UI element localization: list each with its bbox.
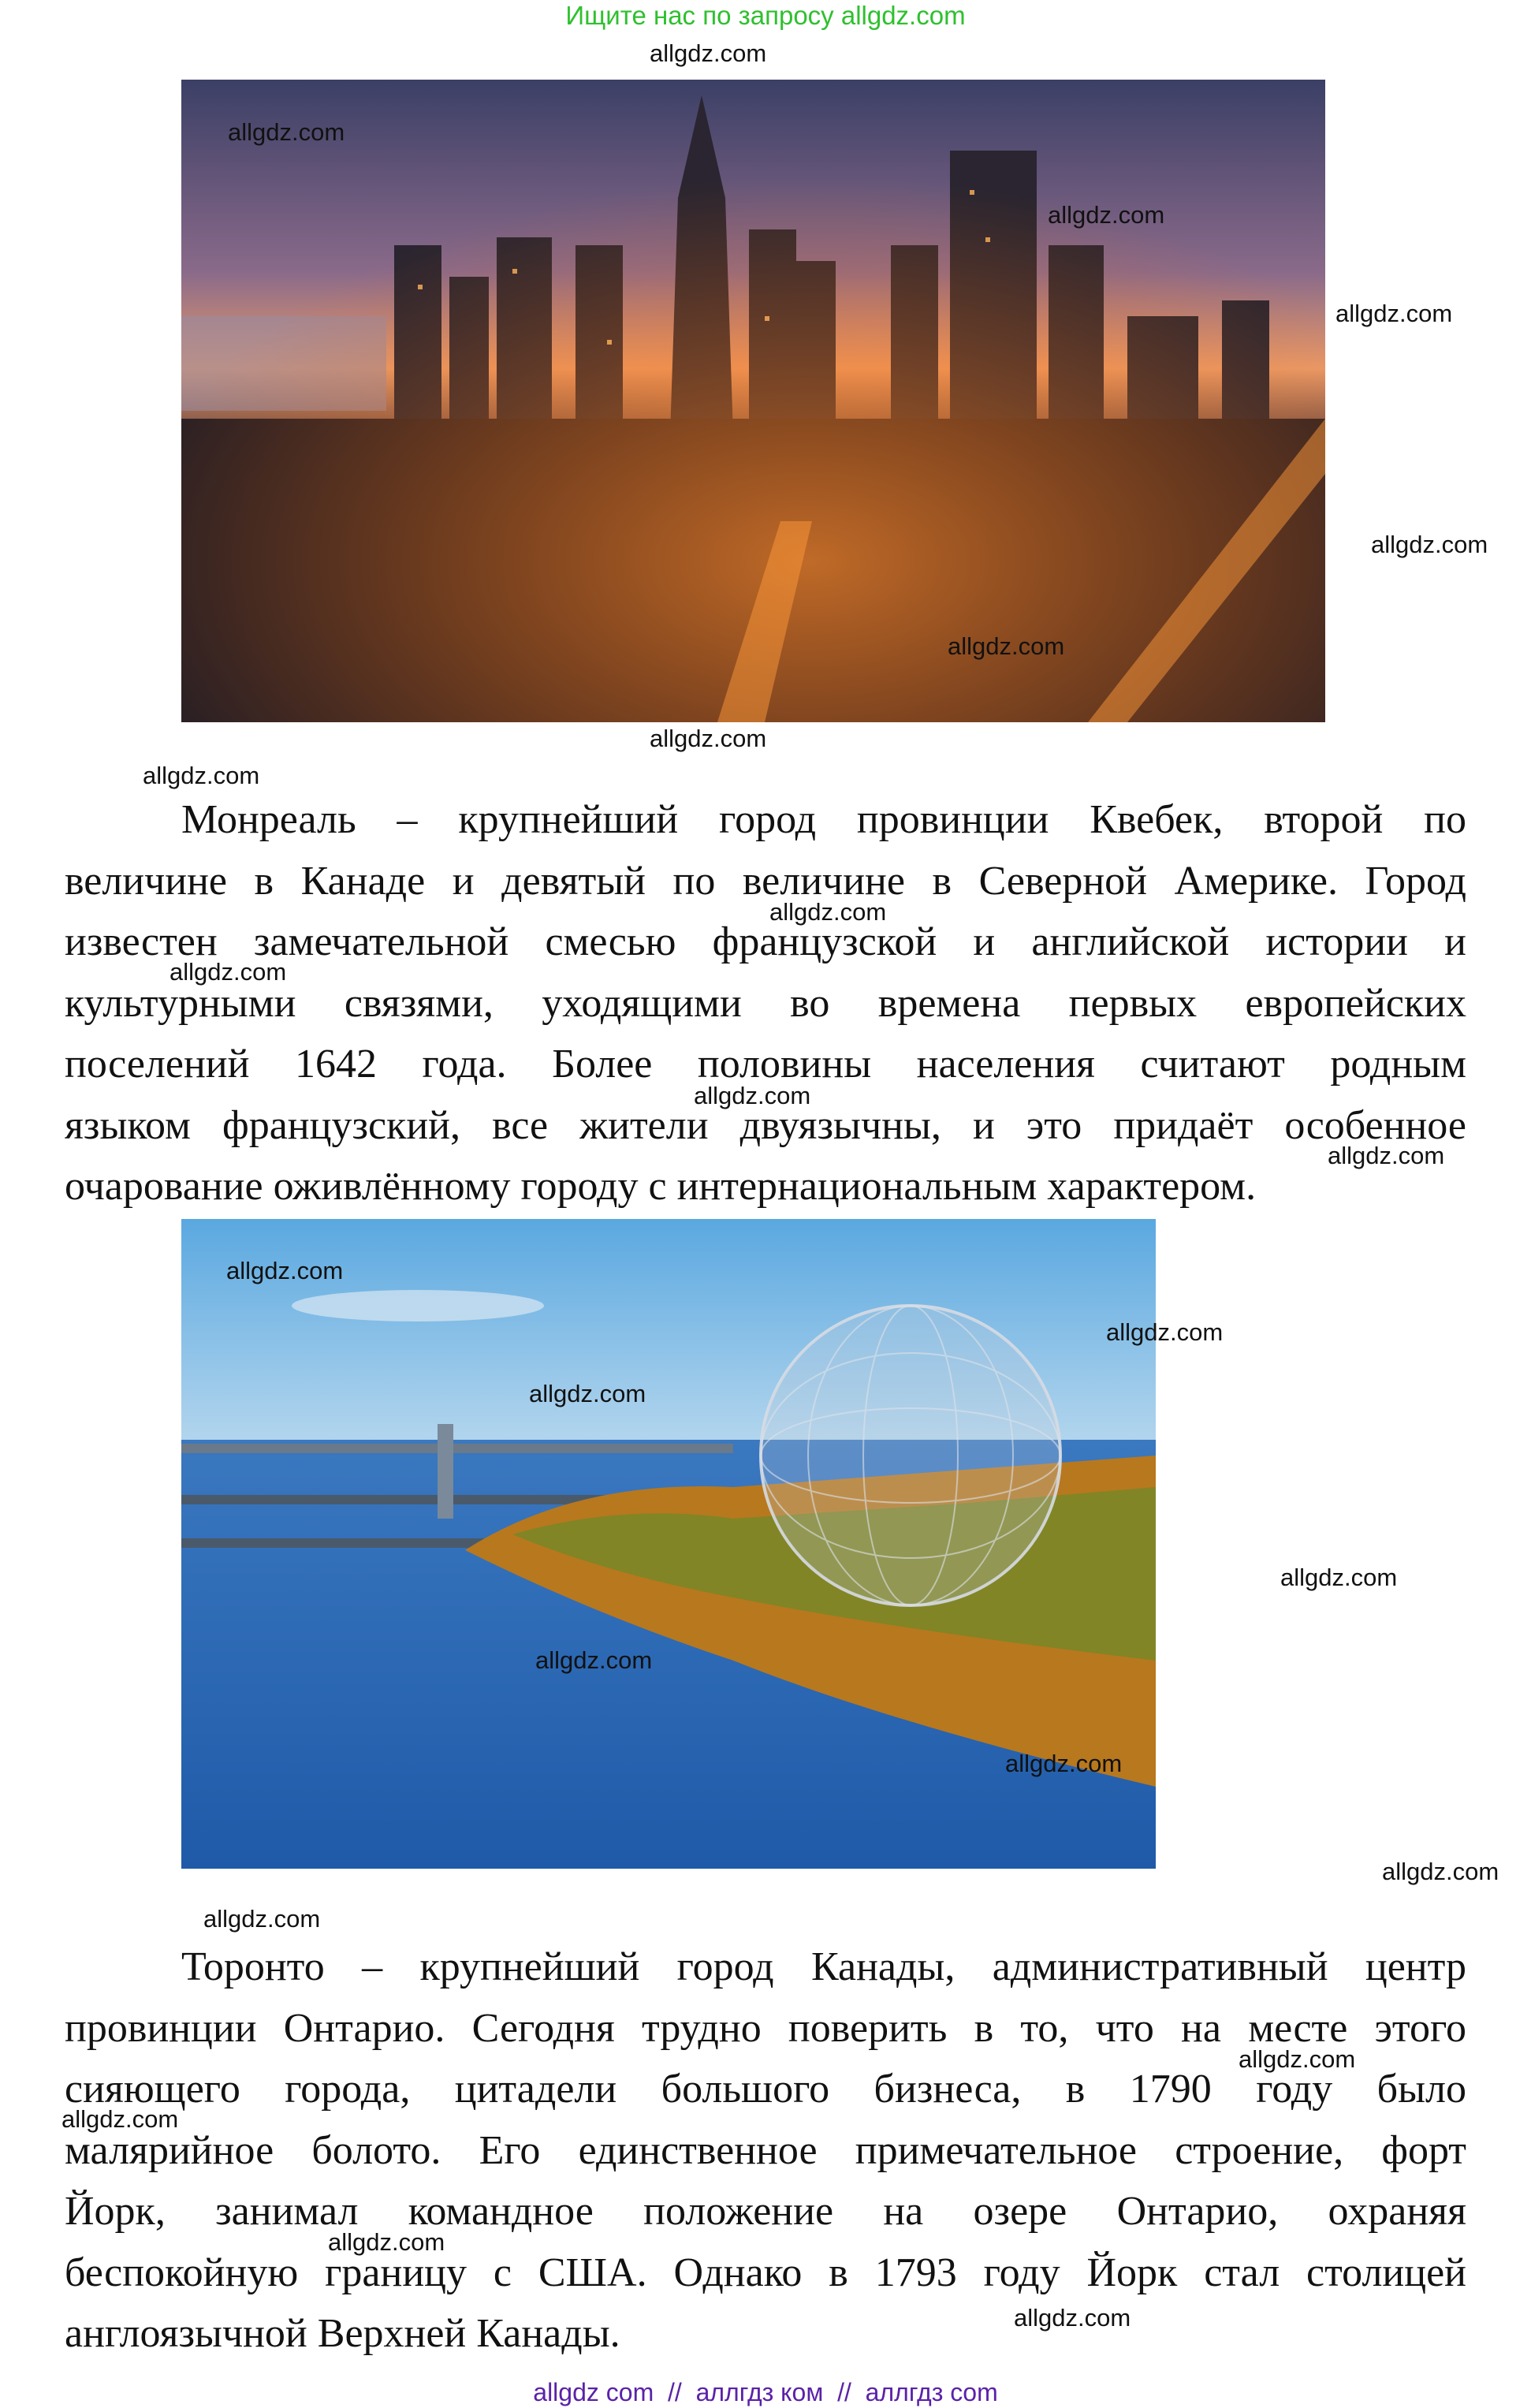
watermark: allgdz.com — [1371, 531, 1488, 558]
watermark: allgdz.com — [1106, 1318, 1224, 1346]
text-line: провинции Онтарио. Сегодня трудно поверить в то, что на месте этого — [65, 2005, 1466, 2051]
watermark: allgdz.com — [948, 632, 1065, 660]
text-line: известен замечательной смесью французской и английской истории и — [65, 919, 1466, 964]
watermark: allgdz.com — [328, 2228, 445, 2256]
watermark: allgdz.com — [1280, 1564, 1398, 1591]
watermark: allgdz.com — [1005, 1750, 1123, 1777]
text-line: величине в Канаде и девятый по величине в Северной Америке. Город — [65, 858, 1466, 904]
watermark: allgdz.com — [1048, 201, 1165, 229]
text-line: поселений 1642 года. Более половины населения считают родным — [65, 1042, 1466, 1087]
text-line: малярийное болото. Его единственное примечательное строение, форт — [65, 2127, 1466, 2173]
text-line: Йорк, занимал командное положение на озере Онтарио, охраняя — [65, 2189, 1466, 2234]
watermark: allgdz.com — [226, 1257, 344, 1284]
text-line: культурными связями, уходящими во времена первых европейских — [65, 980, 1466, 1026]
text-line: очарование оживлённому городу с интернациональным характером. — [65, 1164, 1257, 1209]
text-line: Монреаль – крупнейший город провинции Квебек, второй по — [181, 797, 1466, 842]
paragraph-montreal — [65, 789, 1466, 1217]
text-line: сияющего города, цитадели большого бизнеса, в 1790 году было — [65, 2067, 1466, 2112]
text-line: языком французский, все жители двуязычны, и это придаёт особенное — [65, 1102, 1466, 1148]
paragraph-toronto — [65, 1936, 1466, 2365]
footer-links[interactable]: allgdz com // аллгдз ком // аллгдз com — [533, 2378, 998, 2406]
watermark: allgdz.com — [203, 1905, 321, 1933]
watermark: allgdz.com — [1239, 2045, 1356, 2073]
city-skyline-photo — [181, 80, 1325, 722]
watermark: allgdz.com — [61, 2105, 179, 2133]
watermark: allgdz.com — [228, 118, 345, 146]
text-line: беспокойную границу с США. Однако в 1793 году Йорк стал столицей — [65, 2250, 1466, 2295]
watermark: allgdz.com — [1014, 2304, 1131, 2332]
text-line: Торонто – крупнейший город Канады, административный центр — [181, 1944, 1466, 1989]
watermark: allgdz.com — [650, 39, 767, 67]
watermark: allgdz.com — [535, 1646, 653, 1674]
watermark: allgdz.com — [1335, 300, 1453, 327]
watermark: allgdz.com — [143, 762, 260, 789]
text-line: англоязычной Верхней Канады. — [65, 2311, 620, 2356]
watermark: allgdz.com — [1382, 1858, 1499, 1885]
watermark: allgdz.com — [769, 898, 887, 926]
watermark: allgdz.com — [1328, 1142, 1445, 1169]
search-hint: Ищите нас по запросу allgdz.com — [565, 1, 966, 30]
watermark: allgdz.com — [169, 958, 287, 986]
watermark: allgdz.com — [694, 1082, 811, 1109]
watermark: allgdz.com — [529, 1380, 646, 1407]
watermark: allgdz.com — [650, 725, 767, 752]
